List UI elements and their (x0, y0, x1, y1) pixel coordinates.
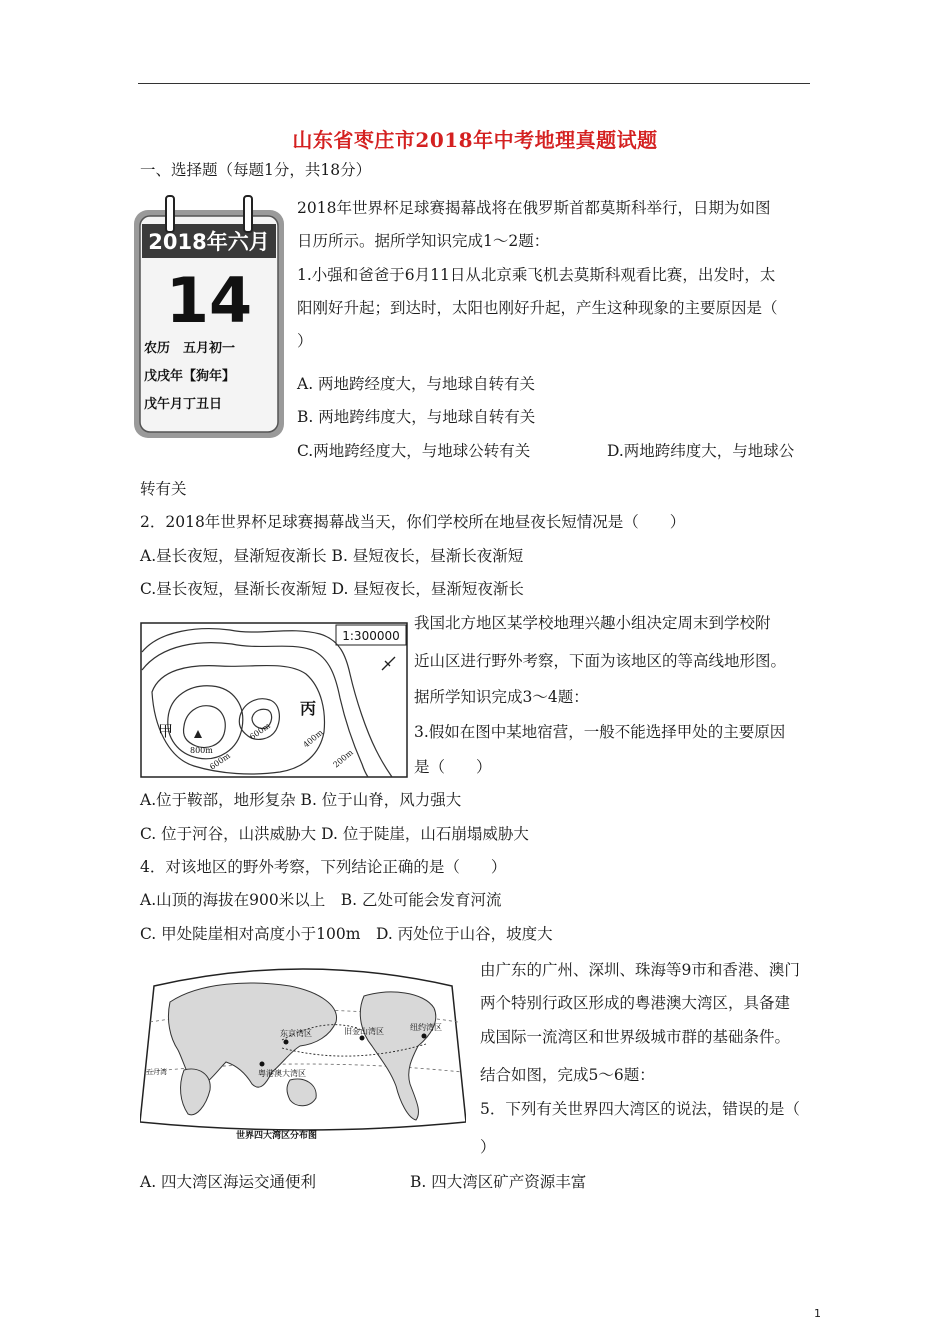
intro-q3-4-end: 据所学知识完成3～4题： (414, 688, 589, 706)
label-tokyo-bay: 东京湾区 (280, 1029, 312, 1038)
options-4ab: A.山顶的海拔在900米以上 B. 乙处可能会发育河流 (140, 891, 502, 909)
option-5a: A. 四大湾区海运交通便利 (140, 1173, 317, 1191)
page-number: 1 (814, 1307, 821, 1320)
label-bing: 丙 (300, 699, 317, 718)
map-scale: 1:300000 (342, 629, 400, 643)
label-ny-bay: 纽约湾区 (410, 1023, 442, 1032)
header-rule (138, 83, 810, 84)
intro-q5-6-l3: 成国际一流湾区和世界级城市群的基础条件。 (480, 1028, 791, 1046)
label-600m-a: 600m (207, 751, 232, 772)
calendar-day: 14 (165, 264, 253, 337)
calendar-month-day: 戊午月丁丑日 (144, 397, 223, 412)
intro-q3-4: 我国北方地区某学校地理兴趣小组决定周末到学校附 (414, 614, 771, 632)
contour-map (140, 622, 408, 778)
label-400m: 400m (301, 727, 325, 750)
options-3ab: A.位于鞍部，地形复杂 B. 位于山脊，风力强大 (140, 791, 462, 809)
options-2ab: A.昼长夜短，昼渐短夜渐长 B. 昼短夜长，昼渐长夜渐短 (140, 547, 524, 565)
question-2: 2．2018年世界杯足球赛揭幕战当天，你们学校所在地昼夜长短情况是（ ） (140, 513, 686, 531)
options-3cd: C. 位于河谷，山洪威胁大 D. 位于陡崖，山石崩塌威胁大 (140, 825, 529, 843)
question-5-paren: ） (480, 1138, 496, 1156)
label-gba: 粤港澳大湾区 (258, 1069, 306, 1078)
world-bay-map (140, 962, 466, 1144)
calendar-lunar-date: 农历 五月初一 (144, 341, 236, 356)
option-1b: B. 两地跨纬度大，与地球自转有关 (297, 408, 536, 426)
option-1a: A. 两地跨经度大，与地球自转有关 (297, 375, 536, 393)
section-heading: 一、选择题（每题1分，共18分） (140, 161, 372, 179)
options-2cd: C.昼长夜短，昼渐长夜渐短 D. 昼短夜长，昼渐短夜渐长 (140, 580, 524, 598)
question-1-cont: 阳刚好升起；到达时，太阳也刚好升起，产生这种现象的主要原因是（ (297, 299, 778, 317)
intro-q5-6-l4: 结合如图，完成5～6题： (480, 1066, 655, 1084)
intro-q1-2: 2018年世界杯足球赛揭幕战将在俄罗斯首都莫斯科举行，日期为如图 (297, 199, 771, 217)
label-600m-b: 600m (247, 721, 272, 742)
option-5b: B. 四大湾区矿产资源丰富 (410, 1173, 587, 1191)
intro-q5-6-l2: 两个特别行政区形成的粤港澳大湾区，具备建 (480, 994, 791, 1012)
label-800m: 800m (190, 746, 213, 755)
label-west: 五月湾 (146, 1068, 167, 1076)
options-4cd: C. 甲处陡崖相对高度小于100m D. 丙处位于山谷，坡度大 (140, 925, 553, 943)
question-3-cont: 是（ ） (414, 758, 492, 776)
intro-q1-2-cont: 日历所示。据所学知识完成1～2题： (297, 232, 550, 250)
question-3: 3.假如在图中某地宿营，一般不能选择甲处的主要原因 (414, 723, 786, 741)
label-jia: 甲 (158, 722, 174, 740)
intro-q5-6: 由广东的广州、深圳、珠海等9市和香港、澳门 (480, 961, 800, 979)
option-1d-cont: 转有关 (140, 480, 187, 498)
page-title: 山东省枣庄市2018年中考地理真题试题 (292, 128, 658, 152)
label-sf-bay: 旧金山湾区 (344, 1027, 384, 1036)
option-1d: D.两地跨纬度大，与地球公 (607, 442, 795, 460)
map-caption: 世界四大湾区分布图 (236, 1131, 318, 1141)
label-200m: 200m (331, 747, 355, 770)
calendar-header: 2018年六月 (148, 230, 270, 254)
question-1-paren: ） (297, 332, 313, 350)
question-1: 1.小强和爸爸于6月11日从北京乘飞机去莫斯科观看比赛，出发时，太 (297, 266, 776, 284)
question-4: 4．对该地区的野外考察，下列结论正确的是（ ） (140, 858, 507, 876)
calendar-year: 戊戌年【狗年】 (144, 369, 236, 384)
option-1c: C.两地跨经度大，与地球公转有关 (297, 442, 531, 460)
calendar-figure (130, 194, 288, 446)
intro-q3-4-cont: 近山区进行野外考察，下面为该地区的等高线地形图。 (414, 652, 787, 670)
question-5: 5．下列有关世界四大湾区的说法，错误的是（ (480, 1100, 800, 1118)
